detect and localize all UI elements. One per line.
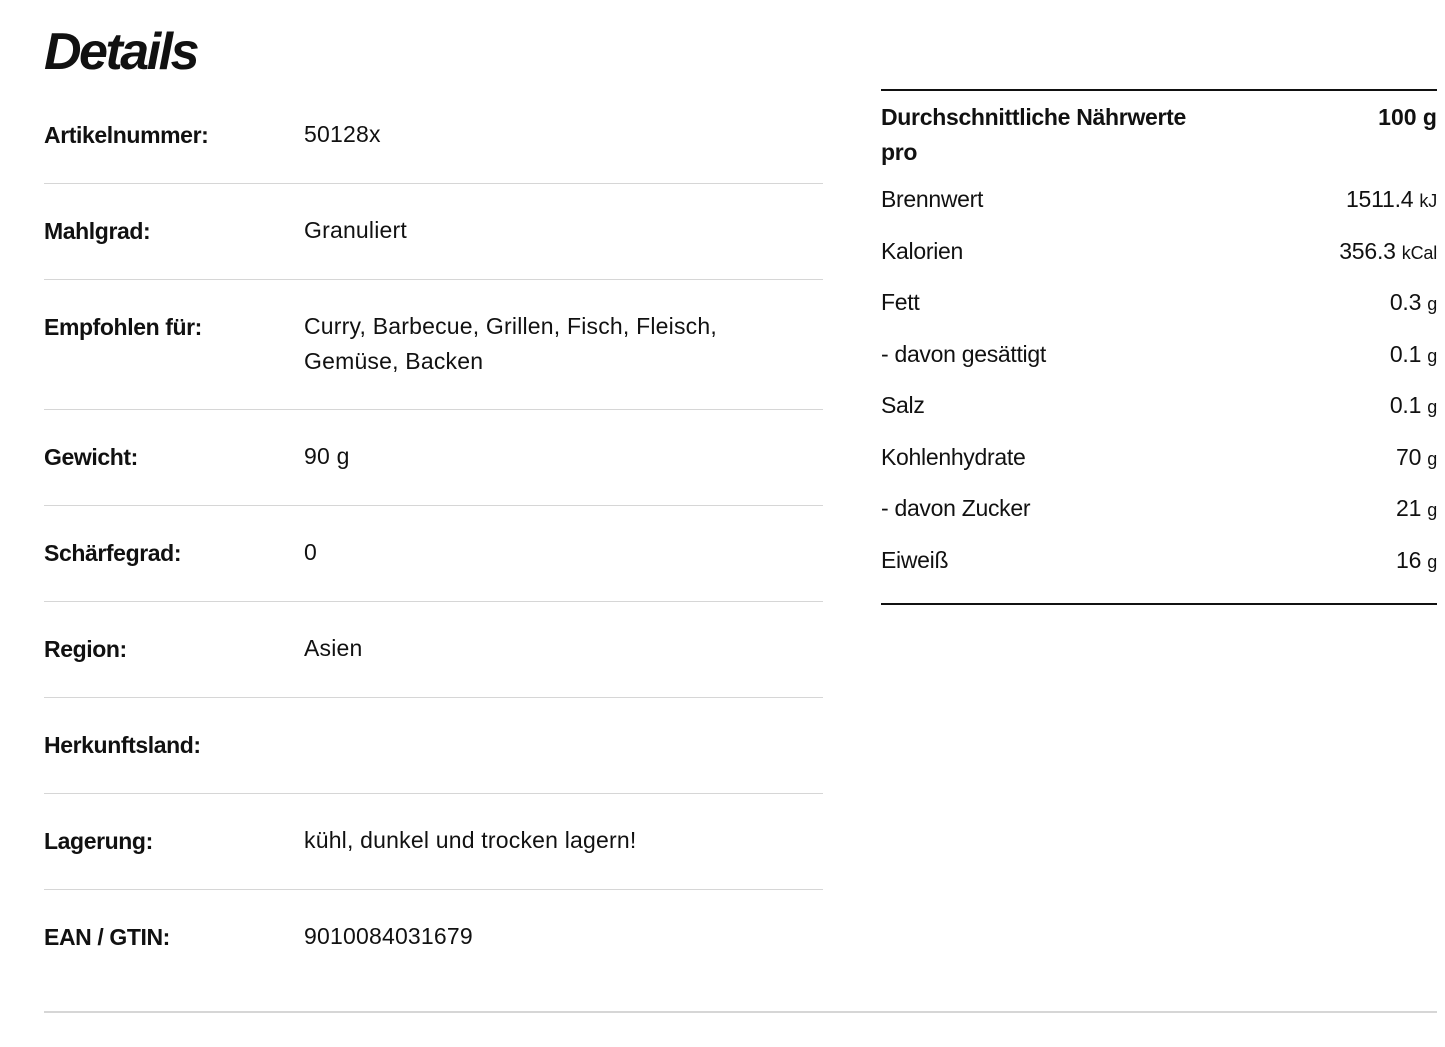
nutrient-amount	[1390, 286, 1437, 320]
nutrient-value: 16	[1396, 546, 1422, 573]
page-title: Details	[44, 23, 198, 81]
nutrition-row-zucker	[881, 492, 1437, 544]
detail-value: Granuliert	[304, 217, 407, 243]
nutrient-amount	[1396, 441, 1437, 475]
detail-row-ean-gtin	[44, 890, 823, 985]
detail-label: Schärfegrad:	[44, 540, 182, 566]
detail-value: 90 g	[304, 443, 350, 469]
nutrient-name: Kalorien	[881, 237, 963, 264]
nutrition-row-fett	[881, 286, 1437, 338]
detail-value: Curry, Barbecue, Grillen, Fisch, Fleisch, Gemüse, Backen	[304, 313, 717, 374]
nutrition-row-kalorien	[881, 235, 1437, 287]
nutrient-unit: g	[1427, 551, 1437, 572]
nutrient-name: Kohlenhydrate	[881, 443, 1026, 470]
nutrient-amount	[1390, 389, 1437, 423]
nutrient-unit: g	[1427, 294, 1437, 314]
detail-label: Artikelnummer:	[44, 122, 209, 148]
detail-row-herkunftsland	[44, 698, 823, 794]
detail-value: 0	[304, 539, 317, 565]
nutrient-amount	[1396, 544, 1437, 578]
nutrient-unit: kJ	[1419, 191, 1437, 211]
nutrient-amount	[1346, 183, 1437, 217]
nutrient-amount	[1396, 492, 1437, 526]
nutrient-unit: g	[1427, 448, 1437, 469]
detail-row-mahlgrad	[44, 184, 823, 280]
detail-row-artikelnummer	[44, 88, 823, 184]
nutrition-table	[881, 89, 1437, 605]
detail-label: Region:	[44, 636, 127, 662]
nutrient-value: 70	[1396, 443, 1422, 470]
nutrient-name: Brennwert	[881, 186, 984, 212]
nutrient-value: 1511.4	[1345, 186, 1414, 212]
detail-value: 9010084031679	[304, 923, 473, 949]
nutrient-name: Salz	[881, 392, 925, 418]
nutrient-value: 0.1	[1389, 392, 1422, 418]
nutrient-name: Eiweiß	[881, 546, 949, 573]
detail-row-empfohlen-fuer	[44, 280, 823, 410]
nutrition-row-eiweiss	[881, 544, 1437, 596]
nutrient-name: - davon Zucker	[881, 495, 1031, 521]
detail-label: Gewicht:	[44, 444, 138, 470]
nutrition-row-salz	[881, 389, 1437, 441]
nutrient-unit: g	[1427, 397, 1437, 417]
nutrient-name: Fett	[881, 289, 920, 315]
section-divider	[44, 1011, 1437, 1013]
nutrient-amount	[1339, 235, 1437, 269]
nutrition-header-label: Durchschnittliche Nährwerte pro	[881, 104, 1187, 165]
nutrition-header	[881, 91, 1437, 183]
detail-row-gewicht	[44, 410, 823, 506]
nutrient-unit: g	[1427, 345, 1437, 366]
detail-label: Herkunftsland:	[44, 732, 201, 758]
detail-row-schaerfegrad	[44, 506, 823, 602]
detail-value: 50128x	[304, 121, 381, 147]
nutrition-row-kohlenhydrate	[881, 441, 1437, 493]
nutrient-value: 21	[1396, 495, 1422, 521]
nutrition-row-brennwert	[881, 183, 1437, 235]
detail-label: Empfohlen für:	[44, 314, 202, 340]
detail-row-region	[44, 602, 823, 698]
nutrient-amount	[1390, 338, 1437, 372]
nutrition-header-value: 100 g	[1378, 104, 1437, 130]
nutrient-unit: kCal	[1401, 242, 1437, 263]
detail-value: kühl, dunkel und trocken lagern!	[304, 827, 637, 853]
details-list	[44, 88, 823, 985]
nutrient-name: - davon gesättigt	[881, 340, 1046, 367]
nutrient-value: 356.3	[1339, 237, 1396, 264]
nutrient-value: 0.3	[1389, 289, 1422, 315]
nutrient-value: 0.1	[1389, 340, 1422, 367]
nutrition-row-gesaettigt	[881, 338, 1437, 390]
detail-label: Mahlgrad:	[44, 218, 151, 244]
detail-label: EAN / GTIN:	[44, 924, 170, 950]
detail-row-lagerung	[44, 794, 823, 890]
nutrient-unit: g	[1427, 500, 1437, 520]
detail-value: Asien	[304, 635, 363, 661]
detail-label: Lagerung:	[44, 828, 153, 854]
